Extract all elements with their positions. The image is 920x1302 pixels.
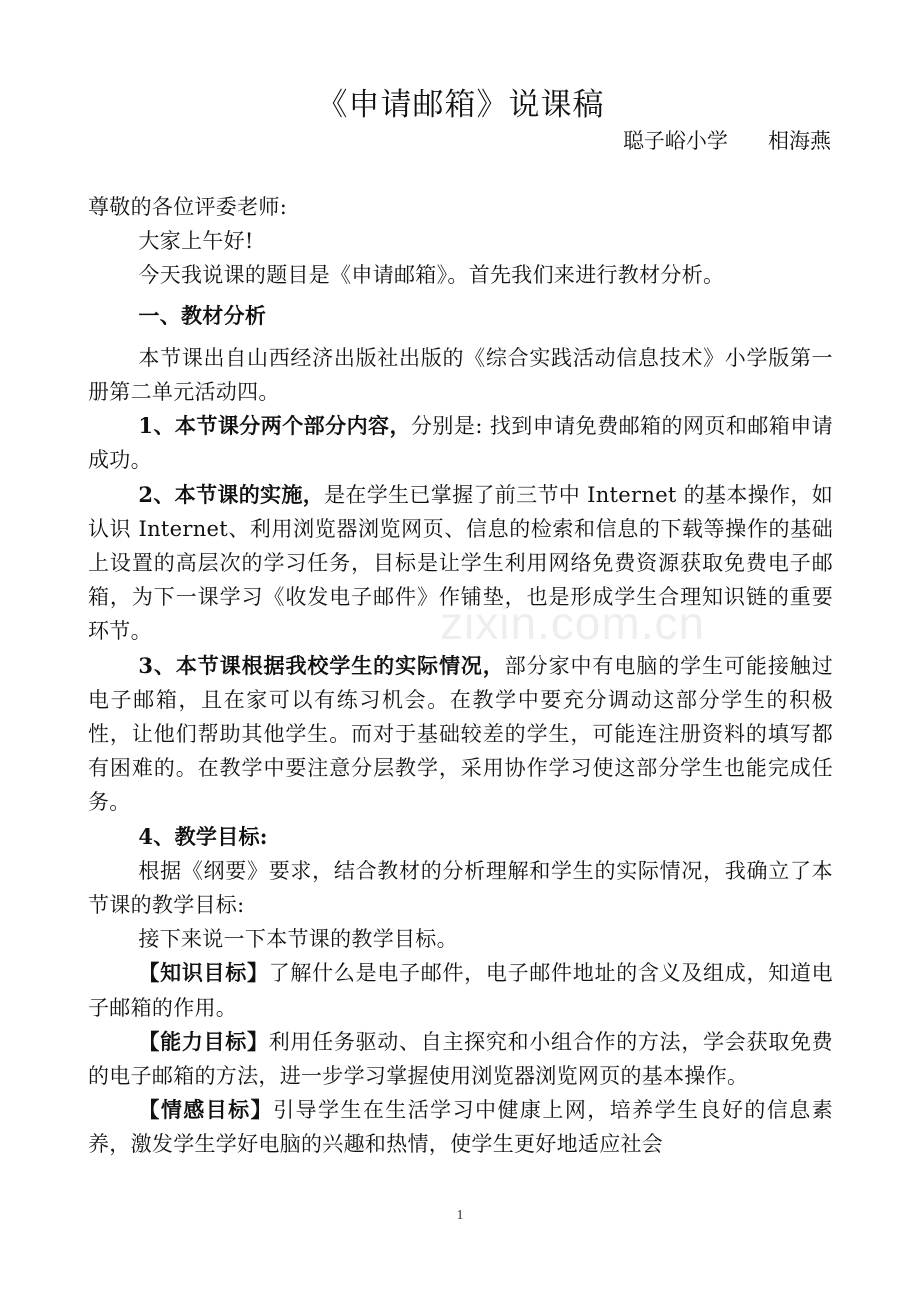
intro-paragraph: 今天我说课的题目是《申请邮箱》。首先我们来进行教材分析。 [138,263,725,288]
document-page [88,84,833,1162]
section-heading-materials: 一、教材分析 [138,302,267,328]
paragraph-parts-lead: 1、本节课分两个部分内容， [138,413,411,439]
page-number: 1 [456,1208,464,1223]
paragraph-students-lead: 3、本节课根据我校学生的实际情况， [138,652,505,678]
paragraph-next: 接下来说一下本节课的教学目标。 [138,927,458,952]
paragraph-parts [88,409,833,477]
paragraph-parts-text: 分别是: 找到申请免费邮箱的网页和邮箱申请成功。 [88,414,833,473]
paragraph-source: 本节课出自山西经济出版社出版的《综合实践活动信息技术》小学版第一册第二单元活动四。 [88,345,833,405]
paragraph-implementation [88,478,833,649]
goal-emotion-label: 【情感目标】 [138,1097,274,1123]
paragraph-students [88,649,833,820]
goal-knowledge-label: 【知识目标】 [138,960,269,986]
goal-knowledge-text: 了解什么是电子邮件，电子邮件地址的含义及组成，知道电子邮箱的作用。 [88,961,833,1020]
goal-emotion-text: 引导学生在生活学习中健康上网，培养学生良好的信息素养，激发学生学好电脑的兴趣和热情，使学生更好地适应社会 [88,1098,833,1157]
document-title: 《申请邮箱》说课稿 [316,87,605,123]
paragraph-implementation-lead: 2、本节课的实施， [138,481,325,507]
greeting: 尊敬的各位评委老师: [88,195,288,219]
goal-knowledge [88,956,833,1024]
teaching-goals-heading: 4、教学目标: [138,823,268,849]
paragraph-implementation-text: 是在学生已掌握了前三节中 Internet 的基本操作，如认识 Internet、利用浏览器浏览网页、信息的检索和信息的下载等操作的基础上设置的高层次的学习任务，目标是让学生利用网络免费资源获取免费电子邮箱，为下一课学习《收发电子邮件》作铺垫，也是形成学生合理知识链的重要环节。 [88,482,834,644]
paragraph-outline: 根据《纲要》要求，结合教材的分析理解和学生的实际情况，我确立了本节课的教学目标: [88,858,833,918]
hello-line: 大家上午好! [138,229,254,254]
goal-emotion [88,1093,833,1161]
goal-ability-text: 利用任务驱动、自主探究和小组合作的方法，学会获取免费的电子邮箱的方法，进一步学习掌握使用浏览器浏览网页的基本操作。 [88,1029,833,1089]
paragraph-students-text: 部分家中有电脑的学生可能接触过电子邮箱，且在家可以有练习机会。在教学中要充分调动这部分学生的积极性，让他们帮助其他学生。而对于基础较差的学生，可能连注册资料的填写都有困难的。在教学中要注意分层教学，采用协作学习使这部分学生也能完成任务。 [88,653,833,815]
goal-ability [88,1025,833,1093]
author-byline: 聪子峪小学 相海燕 [622,129,831,153]
goal-ability-label: 【能力目标】 [138,1028,269,1054]
watermark: zixin.com.cn [440,597,706,649]
